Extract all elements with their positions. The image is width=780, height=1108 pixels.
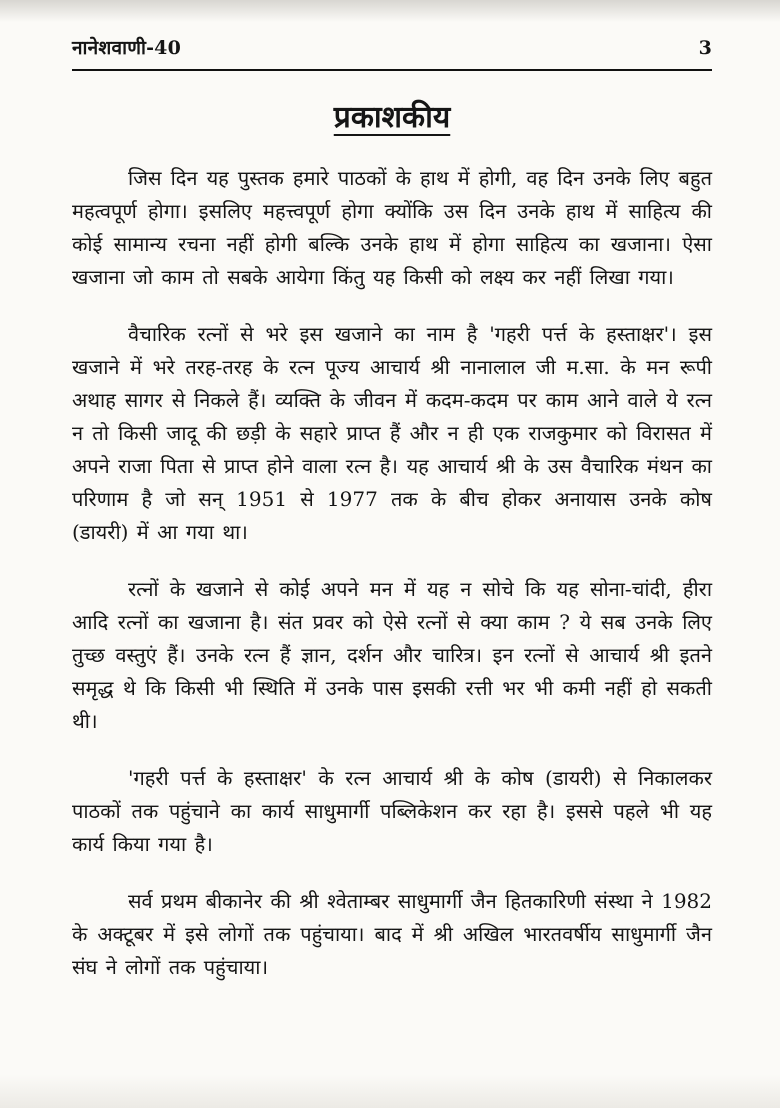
paragraph: 'गहरी पर्त्त के हस्ताक्षर' के रत्न आचार्य श्री के कोष (डायरी) से निकालकर पाठकों तक पहुंचाने का कार्य साधुमार्गी पब्लिकेशन कर रहा है। इससे पहले भी यह कार्य किया गया है। xyxy=(72,766,712,856)
paragraph: रत्नों के खजाने से कोई अपने मन में यह न सोचे कि यह सोना-चांदी, हीरा आदि रत्नों का खजाना है। संत प्रवर को ऐसे रत्नों से क्या काम ? ये सब उनके लिए तुच्छ वस्तुएं हैं। उनके रत्न हैं ज्ञान, दर्शन और चारित्र। इन रत्नों से आचार्य श्री इतने समृद्ध थे कि किसी भी स्थिति में उनके पास इसकी रत्ती भर भी कमी नहीं हो सकती थी। xyxy=(72,577,712,733)
running-head-book-title: नानेशवाणी-40 xyxy=(72,37,182,59)
paragraph: वैचारिक रत्नों से भरे इस खजाने का नाम है 'गहरी पर्त्त के हस्ताक्षर'। इस खजाने में भरे तरह-तरह के रत्न पूज्य आचार्य श्री नानालाल जी म.सा. के मन रूपी अथाह सागर से निकले हैं। व्यक्ति के जीवन में कदम-कदम पर काम आने वाले ये रत्न न तो किसी जादू की छड़ी के सहारे प्राप्त हैं और न ही एक राजकुमार को विरासत में अपने राजा पिता से प्राप्त होने वाला रत्न है। यह आचार्य श्री के उस वैचारिक मंथन का परिणाम है जो सन् 1951 से 1977 तक के बीच होकर अनायास उनके कोष (डायरी) में आ गया था। xyxy=(72,322,712,544)
page-number: 3 xyxy=(698,37,712,59)
body-text xyxy=(72,162,712,984)
paragraph: सर्व प्रथम बीकानेर की श्री श्वेताम्बर साधुमार्गी जैन हितकारिणी संस्था ने 1982 के अक्टूबर में इसे लोगों तक पहुंचाया। बाद में श्री अखिल भारतवर्षीय साधुमार्गी जैन संघ ने लोगों तक पहुंचाया। xyxy=(72,889,712,979)
page-header xyxy=(72,34,712,60)
page-title: प्रकाशकीय xyxy=(333,100,451,135)
header-divider xyxy=(72,69,712,71)
paragraph: जिस दिन यह पुस्तक हमारे पाठकों के हाथ में होगी, वह दिन उनके लिए बहुत महत्वपूर्ण होगा। इसलिए महत्त्वपूर्ण होगा क्योंकि उस दिन उनके हाथ में साहित्य की कोई सामान्य रचना नहीं होगी बल्कि उनके हाथ में होगा साहित्य का खजाना। ऐसा खजाना जो काम तो सबके आयेगा किंतु यह किसी को लक्ष्य कर नहीं लिखा गया। xyxy=(72,166,712,289)
